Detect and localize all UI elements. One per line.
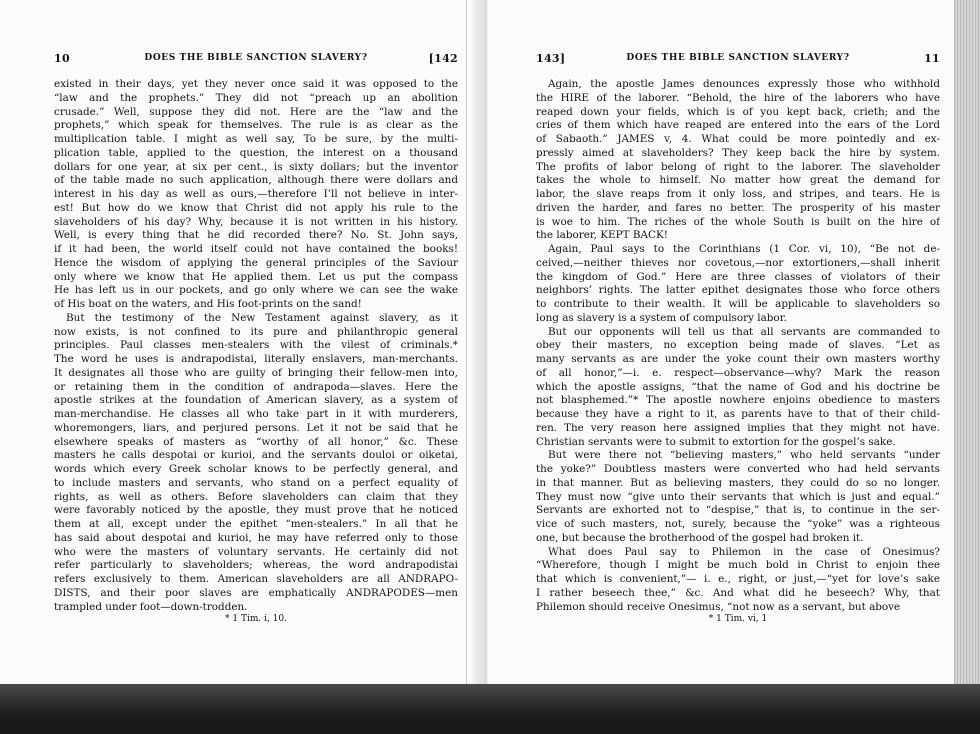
text-line: driven the harder, and fares no better. The prosperity of his master	[536, 201, 940, 214]
right-page-header	[536, 52, 940, 72]
text-line: cries of them which have reaped are entered into the ears of the Lord	[536, 119, 940, 132]
text-line: takes the whole to himself. No matter how great the demand for	[536, 174, 940, 187]
text-line: What does Paul say to Philemon in the case of Onesimus?	[548, 545, 940, 558]
text-line: slaveholders of his day? Why, because it is not written in his history.	[54, 215, 458, 228]
text-line: They must now “give unto their servants that which is just and equal.”	[536, 490, 940, 503]
text-line: ren. The very reason here assigned implies that they might not have.	[536, 421, 940, 434]
text-line: because they have a right to it, as parents have to that of their child-	[536, 408, 940, 420]
right-page	[488, 0, 980, 734]
text-line: crusade.” Well, suppose they did not. Here are the “law and the	[54, 105, 458, 118]
text-line: Again, Paul says to the Corinthians (1 Cor. vi, 10), “Be not de-	[548, 243, 940, 255]
right-original-page-ref: 143]	[536, 52, 566, 65]
text-line: Philemon should receive Onesimus, “not now as a servant, but above	[536, 600, 901, 613]
text-line: labor, the slave reaps from it only loss, and stripes, and tears. He is	[536, 188, 940, 200]
text-line: But the testimony of the New Testament against slavery, as it	[66, 311, 458, 324]
text-line: reaped down your fields, which is of you kept back, crieth; and the	[536, 105, 940, 118]
left-page-number: 10	[54, 52, 70, 65]
left-footnote: * 1 Tim. i, 10.	[225, 614, 287, 624]
text-line: in that manner. But as believing masters, they could do so no longer.	[536, 476, 940, 489]
text-line: “law and the prophets.” They did not “preach up an abolition	[54, 91, 458, 104]
page-edges	[954, 0, 980, 734]
text-line: which the apostle assigns, “that the name of God and his doctrine be	[536, 380, 940, 393]
text-line: of all honor,”—i. e. respect—observance—why? Mark the reason	[536, 366, 940, 379]
text-line: Hence the wisdom of applying the general principles of the Saviour	[54, 256, 458, 269]
text-line: many servants as are under the yoke count their own masters worthy	[536, 353, 940, 365]
text-line: the HIRE of the laborer. “Behold, the hire of the laborers who have	[536, 91, 940, 104]
text-line: He has left us in our pockets, and go only where we can see the wake	[54, 284, 458, 297]
text-line: vice of such masters, not, surely, because the “yoke” was a righteous	[536, 518, 940, 530]
text-line: whoremongers, liars, and perjured persons. Let it not be said that he	[54, 421, 458, 434]
left-page-header	[54, 52, 458, 72]
text-line: The word he uses is andrapodistai, literally enslavers, man-merchants.	[54, 353, 458, 365]
text-line: masters he calls despotai or kurioi, and the servants douloi or oiketai,	[54, 449, 458, 462]
text-line: of Sabaoth.” JAMES v, 4. What could be more pointedly and ex-	[536, 133, 940, 145]
left-running-title: DOES THE BIBLE SANCTION SLAVERY?	[144, 53, 368, 63]
text-line: “Wherefore, though I might be much bold in Christ to enjoin thee	[536, 559, 940, 572]
text-line: It designates all those who are guilty of bringing their fellow-men into,	[54, 366, 458, 379]
text-line: man-merchandise. He classes all who take part in it with murderers,	[54, 408, 458, 420]
text-line: principles. Paul classes men-stealers with the vilest of criminals.*	[54, 339, 458, 352]
gutter-divider	[484, 0, 487, 734]
text-line: multiplication table. I might as well say, To be sure, by the multi-	[54, 133, 458, 145]
text-line: if it had been, the world itself could not have contained the books!	[54, 243, 458, 255]
text-line: the kingdom of God.” Here are three classes of violators of their	[536, 270, 940, 283]
text-line: But our opponents will tell us that all servants are commanded to	[548, 325, 940, 338]
text-line: long as slavery is a system of compulsory labor.	[536, 311, 787, 324]
text-line: the yoke?” Doubtless masters were converted who had held servants	[536, 463, 940, 475]
text-line: The profits of labor belong of right to the laborer. The slaveholder	[536, 160, 940, 173]
text-line: trampled under foot—down-trodden.	[54, 600, 248, 613]
text-line: plication table, applied to the question, the interest on a thousand	[54, 146, 458, 159]
text-line: dollars for one year, at six per cent., is sixty dollars; but the inventor	[54, 160, 458, 173]
text-line: not blasphemed.”* The apostle nowhere enjoins obedience to masters	[536, 394, 940, 407]
text-line: elsewhere speaks of masters as “worthy of all honor,” &c. These	[54, 435, 458, 448]
text-line: of His boat on the waters, and His foot-prints on the sand!	[54, 298, 362, 310]
text-line: refers exclusively to them. American slaveholders are all ANDRAPO-	[54, 573, 458, 585]
text-line: obey their masters, no exception being made of slaves. “Let as	[536, 339, 940, 352]
right-body-text	[536, 78, 940, 614]
text-line: pressly aimed at slaveholders? They keep back the hire by system.	[536, 146, 940, 159]
text-line: Again, the apostle James denounces expressly those who withhold	[548, 78, 940, 90]
text-line: now exists, is not confined to its pure and philanthropic general	[54, 325, 458, 338]
left-page	[0, 0, 478, 734]
text-line: the laborer, KEPT BACK!	[536, 229, 668, 242]
text-line: prophets,” which speak for themselves. The rule is as clear as the	[54, 119, 458, 132]
text-line: neighbors’ rights. The latter epithet designates those who force others	[536, 284, 940, 297]
text-line: of the table made no such application, although there were dollars and	[54, 174, 458, 187]
text-line: is woe to him. The riches of the whole South is built on the hire of	[536, 215, 940, 228]
right-running-title: DOES THE BIBLE SANCTION SLAVERY?	[626, 53, 850, 63]
text-line: interest in his day as well as ours,—therefore I’ll not believe in inter-	[54, 188, 458, 200]
right-page-number: 11	[924, 52, 940, 65]
text-line: one, but because the brotherhood of the gospel had broken it.	[536, 531, 864, 544]
text-line: But were there not “believing masters,” who held servants “under	[548, 449, 940, 462]
text-line: Servants are exhorted not to “despise,” that is, to continue in the ser-	[536, 504, 940, 517]
text-line: words which every Greek scholar knows to be perfectly general, and	[54, 463, 458, 475]
text-line: were favorably noticed by the apostle, they must prove that he noticed	[54, 504, 458, 517]
text-line: or retaining them in the condition of andrapoda—slaves. Here the	[54, 380, 458, 393]
text-line: that which is convenient,”— i. e., right, or just,—“yet for love’s sake	[536, 573, 940, 585]
text-line: to contribute to their wealth. It will be applicable to slaveholders so	[536, 298, 940, 310]
text-line: to include masters and servants, who stand on a perfect equality of	[54, 476, 458, 489]
text-line: Christian servants were to submit to extortion for the gospel’s sake.	[536, 435, 896, 448]
text-line: rights, as well as others. Before slaveholders can claim that they	[54, 490, 458, 503]
text-line: who were the masters of voluntary servants. He certainly did not	[54, 545, 458, 558]
text-line: Well, is every thing that he did recorded there? No. St. John says,	[54, 229, 458, 242]
text-line: them at all, except under the epithet “men-stealers.” In all that he	[54, 518, 458, 530]
text-line: existed in their days, yet they never once said it was opposed to the	[54, 78, 458, 90]
text-line: I rather beseech thee,” &c. And what did he beseech? Why, that	[536, 586, 940, 599]
text-line: DISTS, and their poor slaves are emphatically ANDRAPODES—men	[54, 586, 458, 599]
text-line: est! But how do we know that Christ did not apply his rule to the	[54, 201, 458, 214]
text-line: has said about despotai and kurioi, he may have referred only to those	[54, 531, 458, 544]
scanner-bottom-edge	[0, 684, 980, 734]
text-line: refer particularly to slaveholders; whereas, the word andrapodistai	[54, 559, 458, 572]
left-original-page-ref: [142	[428, 52, 458, 65]
text-line: ceived,—neither thieves nor covetous,—nor extortioners,—shall inherit	[536, 256, 940, 269]
right-footnote: * 1 Tim. vi, 1	[708, 614, 768, 624]
gutter-line	[466, 0, 467, 734]
text-line: only where we know that He applied them. Let us put the compass	[54, 270, 458, 283]
left-body-text	[54, 78, 458, 614]
text-line: apostle strikes at the foundation of American slavery, as a system of	[54, 394, 458, 407]
